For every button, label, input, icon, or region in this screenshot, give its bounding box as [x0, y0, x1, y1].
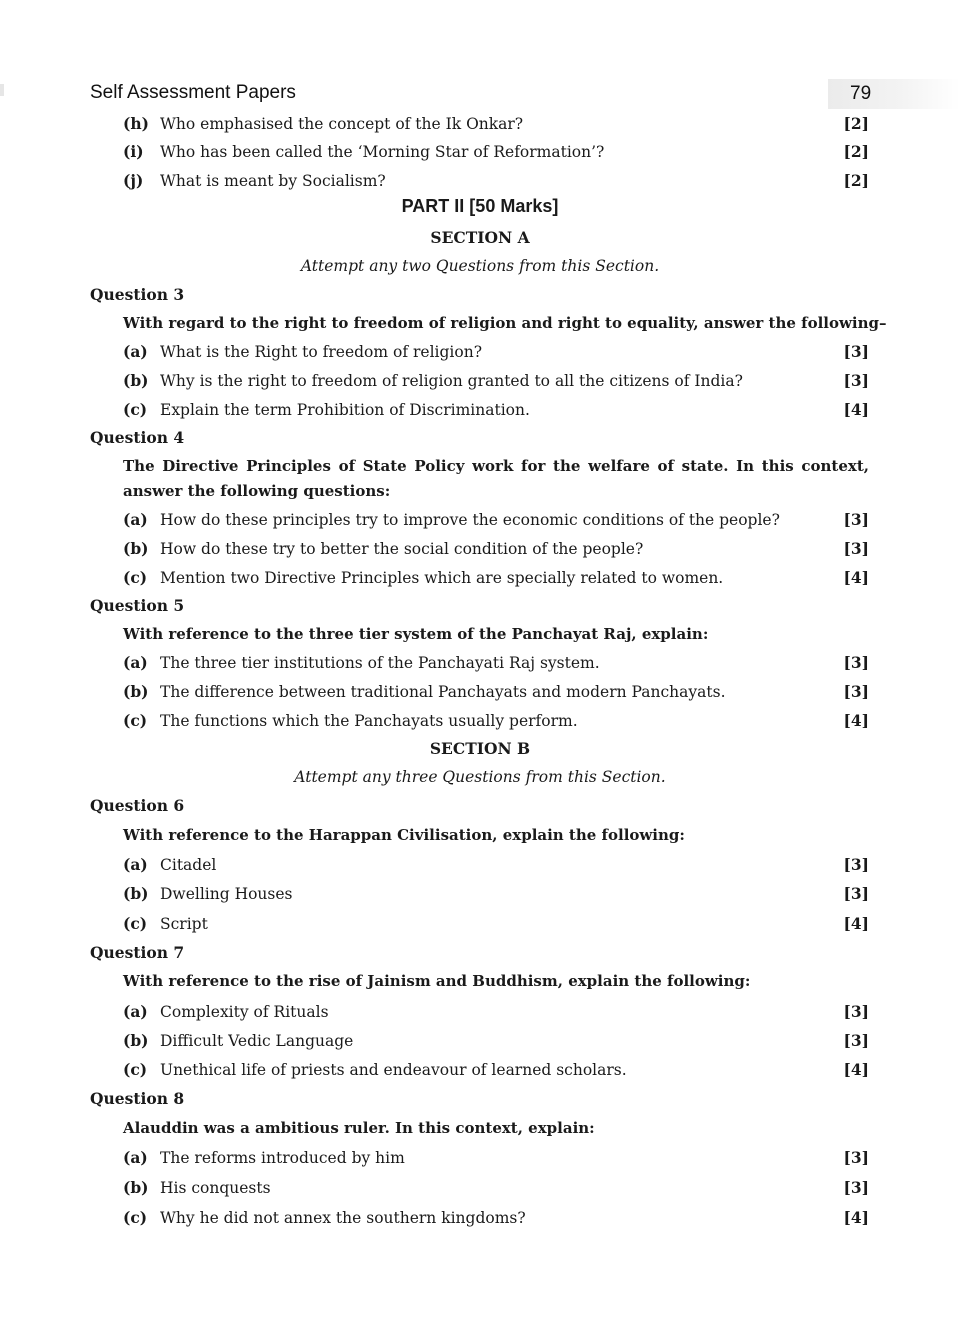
question-part-row: [123, 537, 869, 561]
question-part-row: [123, 1176, 869, 1200]
part-marks: [4]: [843, 1060, 869, 1079]
question-part-row: [123, 709, 869, 733]
part-text: The reforms introduced by him: [160, 1149, 405, 1167]
part-label: (a): [123, 510, 148, 529]
running-header-title: Self Assessment Papers: [90, 82, 296, 103]
part-marks: [4]: [843, 400, 869, 419]
part-label: (c): [123, 1208, 148, 1227]
part-marks: [3]: [843, 539, 869, 558]
part-marks: [3]: [843, 371, 869, 390]
question-heading: Question 7: [90, 943, 185, 962]
question-part-row: [123, 566, 869, 590]
part-text: His conquests: [160, 1179, 271, 1197]
part-marks: [3]: [843, 1002, 869, 1021]
part-text: What is meant by Socialism?: [160, 172, 386, 190]
part-marks: [4]: [843, 568, 869, 587]
part-label: (c): [123, 711, 148, 730]
part-text: Citadel: [160, 856, 217, 874]
question-part-row: [123, 680, 869, 704]
part-marks: [3]: [843, 510, 869, 529]
part-text: The three tier institutions of the Panchayati Raj system.: [160, 654, 600, 672]
part-marks: [2]: [843, 114, 869, 133]
part-marks: [4]: [843, 1208, 869, 1227]
part-label: (i): [123, 142, 144, 161]
question-part-row: [123, 651, 869, 675]
question-part-row: [123, 1206, 869, 1230]
part-marks: [2]: [843, 171, 869, 190]
question-part-row: [123, 1000, 869, 1024]
question-part-row: [123, 1058, 869, 1082]
question-part-row: [123, 398, 869, 422]
question-heading: Question 4: [90, 428, 185, 447]
question-part-row: [123, 340, 869, 364]
part-label: (b): [123, 539, 149, 558]
part-marks: [3]: [843, 342, 869, 361]
part-text: Why he did not annex the southern kingdoms?: [160, 1209, 526, 1227]
question-heading: Question 5: [90, 596, 185, 615]
question-stem: Alauddin was a ambitious ruler. In this context, explain:: [123, 1119, 595, 1137]
question-part-row: [123, 169, 869, 193]
part-label: (b): [123, 682, 149, 701]
question-stem: With reference to the three tier system of the Panchayat Raj, explain:: [123, 625, 709, 643]
question-part-row: [123, 912, 869, 936]
part-label: (a): [123, 1002, 148, 1021]
question-stem: With regard to the right to freedom of religion and right to equality, answer the following–: [123, 314, 887, 332]
part-text: Who emphasised the concept of the Ik Onkar?: [160, 115, 524, 133]
part-label: (h): [123, 114, 149, 133]
part-text: Mention two Directive Principles which are specially related to women.: [160, 569, 724, 587]
part-marks: [2]: [843, 142, 869, 161]
question-stem: With reference to the Harappan Civilisation, explain the following:: [123, 826, 685, 844]
part-text: How do these try to better the social condition of the people?: [160, 540, 644, 558]
part-label: (b): [123, 371, 149, 390]
part-two-title: PART II [50 Marks]: [401, 196, 559, 216]
part-marks: [3]: [843, 855, 869, 874]
part-text: Why is the right to freedom of religion granted to all the citizens of India?: [160, 372, 743, 390]
part-label: (a): [123, 855, 148, 874]
question-stem: With reference to the rise of Jainism and Buddhism, explain the following:: [123, 972, 751, 990]
part-marks: [4]: [843, 711, 869, 730]
question-part-row: [123, 1029, 869, 1053]
part-text: What is the Right to freedom of religion?: [160, 343, 483, 361]
section-a-instruction: Attempt any two Questions from this Section.: [300, 257, 660, 275]
section-b-title: SECTION B: [429, 739, 531, 758]
part-marks: [3]: [843, 682, 869, 701]
part-marks: [3]: [843, 884, 869, 903]
part-label: (b): [123, 1031, 149, 1050]
question-part-row: [123, 853, 869, 877]
part-label: (j): [123, 171, 144, 190]
question-heading: Question 6: [90, 796, 185, 815]
part-marks: [3]: [843, 1148, 869, 1167]
question-stem: The Directive Principles of State Policy work for the welfare of state. In this context, answer the following questions:: [123, 457, 869, 500]
part-text: Script: [160, 915, 208, 933]
section-b-instruction: Attempt any three Questions from this Section.: [294, 768, 666, 786]
part-label: (b): [123, 884, 149, 903]
question-part-row: [123, 369, 869, 393]
part-text: Explain the term Prohibition of Discrimination.: [160, 401, 530, 419]
page-number-tab: [828, 79, 960, 109]
part-text: The difference between traditional Panchayats and modern Panchayats.: [160, 683, 726, 701]
question-part-row: [123, 1146, 869, 1170]
part-label: (a): [123, 653, 148, 672]
part-label: (c): [123, 400, 148, 419]
page-edge-mark: [0, 84, 4, 96]
question-part-row: [123, 140, 869, 164]
part-label: (a): [123, 342, 148, 361]
part-text: The functions which the Panchayats usually perform.: [160, 712, 578, 730]
section-a-title: SECTION A: [430, 228, 530, 247]
part-text: Dwelling Houses: [160, 885, 293, 903]
part-text: Unethical life of priests and endeavour of learned scholars.: [160, 1061, 627, 1079]
part-marks: [3]: [843, 1178, 869, 1197]
part-label: (a): [123, 1148, 148, 1167]
part-label: (b): [123, 1178, 149, 1197]
question-part-row: [123, 112, 869, 136]
part-text: How do these principles try to improve the economic conditions of the people?: [160, 511, 780, 529]
question-heading: Question 3: [90, 285, 185, 304]
part-text: Complexity of Rituals: [160, 1003, 329, 1021]
part-marks: [4]: [843, 914, 869, 933]
part-text: Difficult Vedic Language: [160, 1032, 354, 1050]
part-label: (c): [123, 568, 148, 587]
part-label: (c): [123, 1060, 148, 1079]
page-number: 79: [850, 83, 872, 104]
question-part-row: [123, 508, 869, 532]
question-part-row: [123, 882, 869, 906]
part-label: (c): [123, 914, 148, 933]
question-heading: Question 8: [90, 1089, 185, 1108]
part-marks: [3]: [843, 1031, 869, 1050]
part-text: Who has been called the ‘Morning Star of Reformation’?: [160, 143, 605, 161]
part-marks: [3]: [843, 653, 869, 672]
